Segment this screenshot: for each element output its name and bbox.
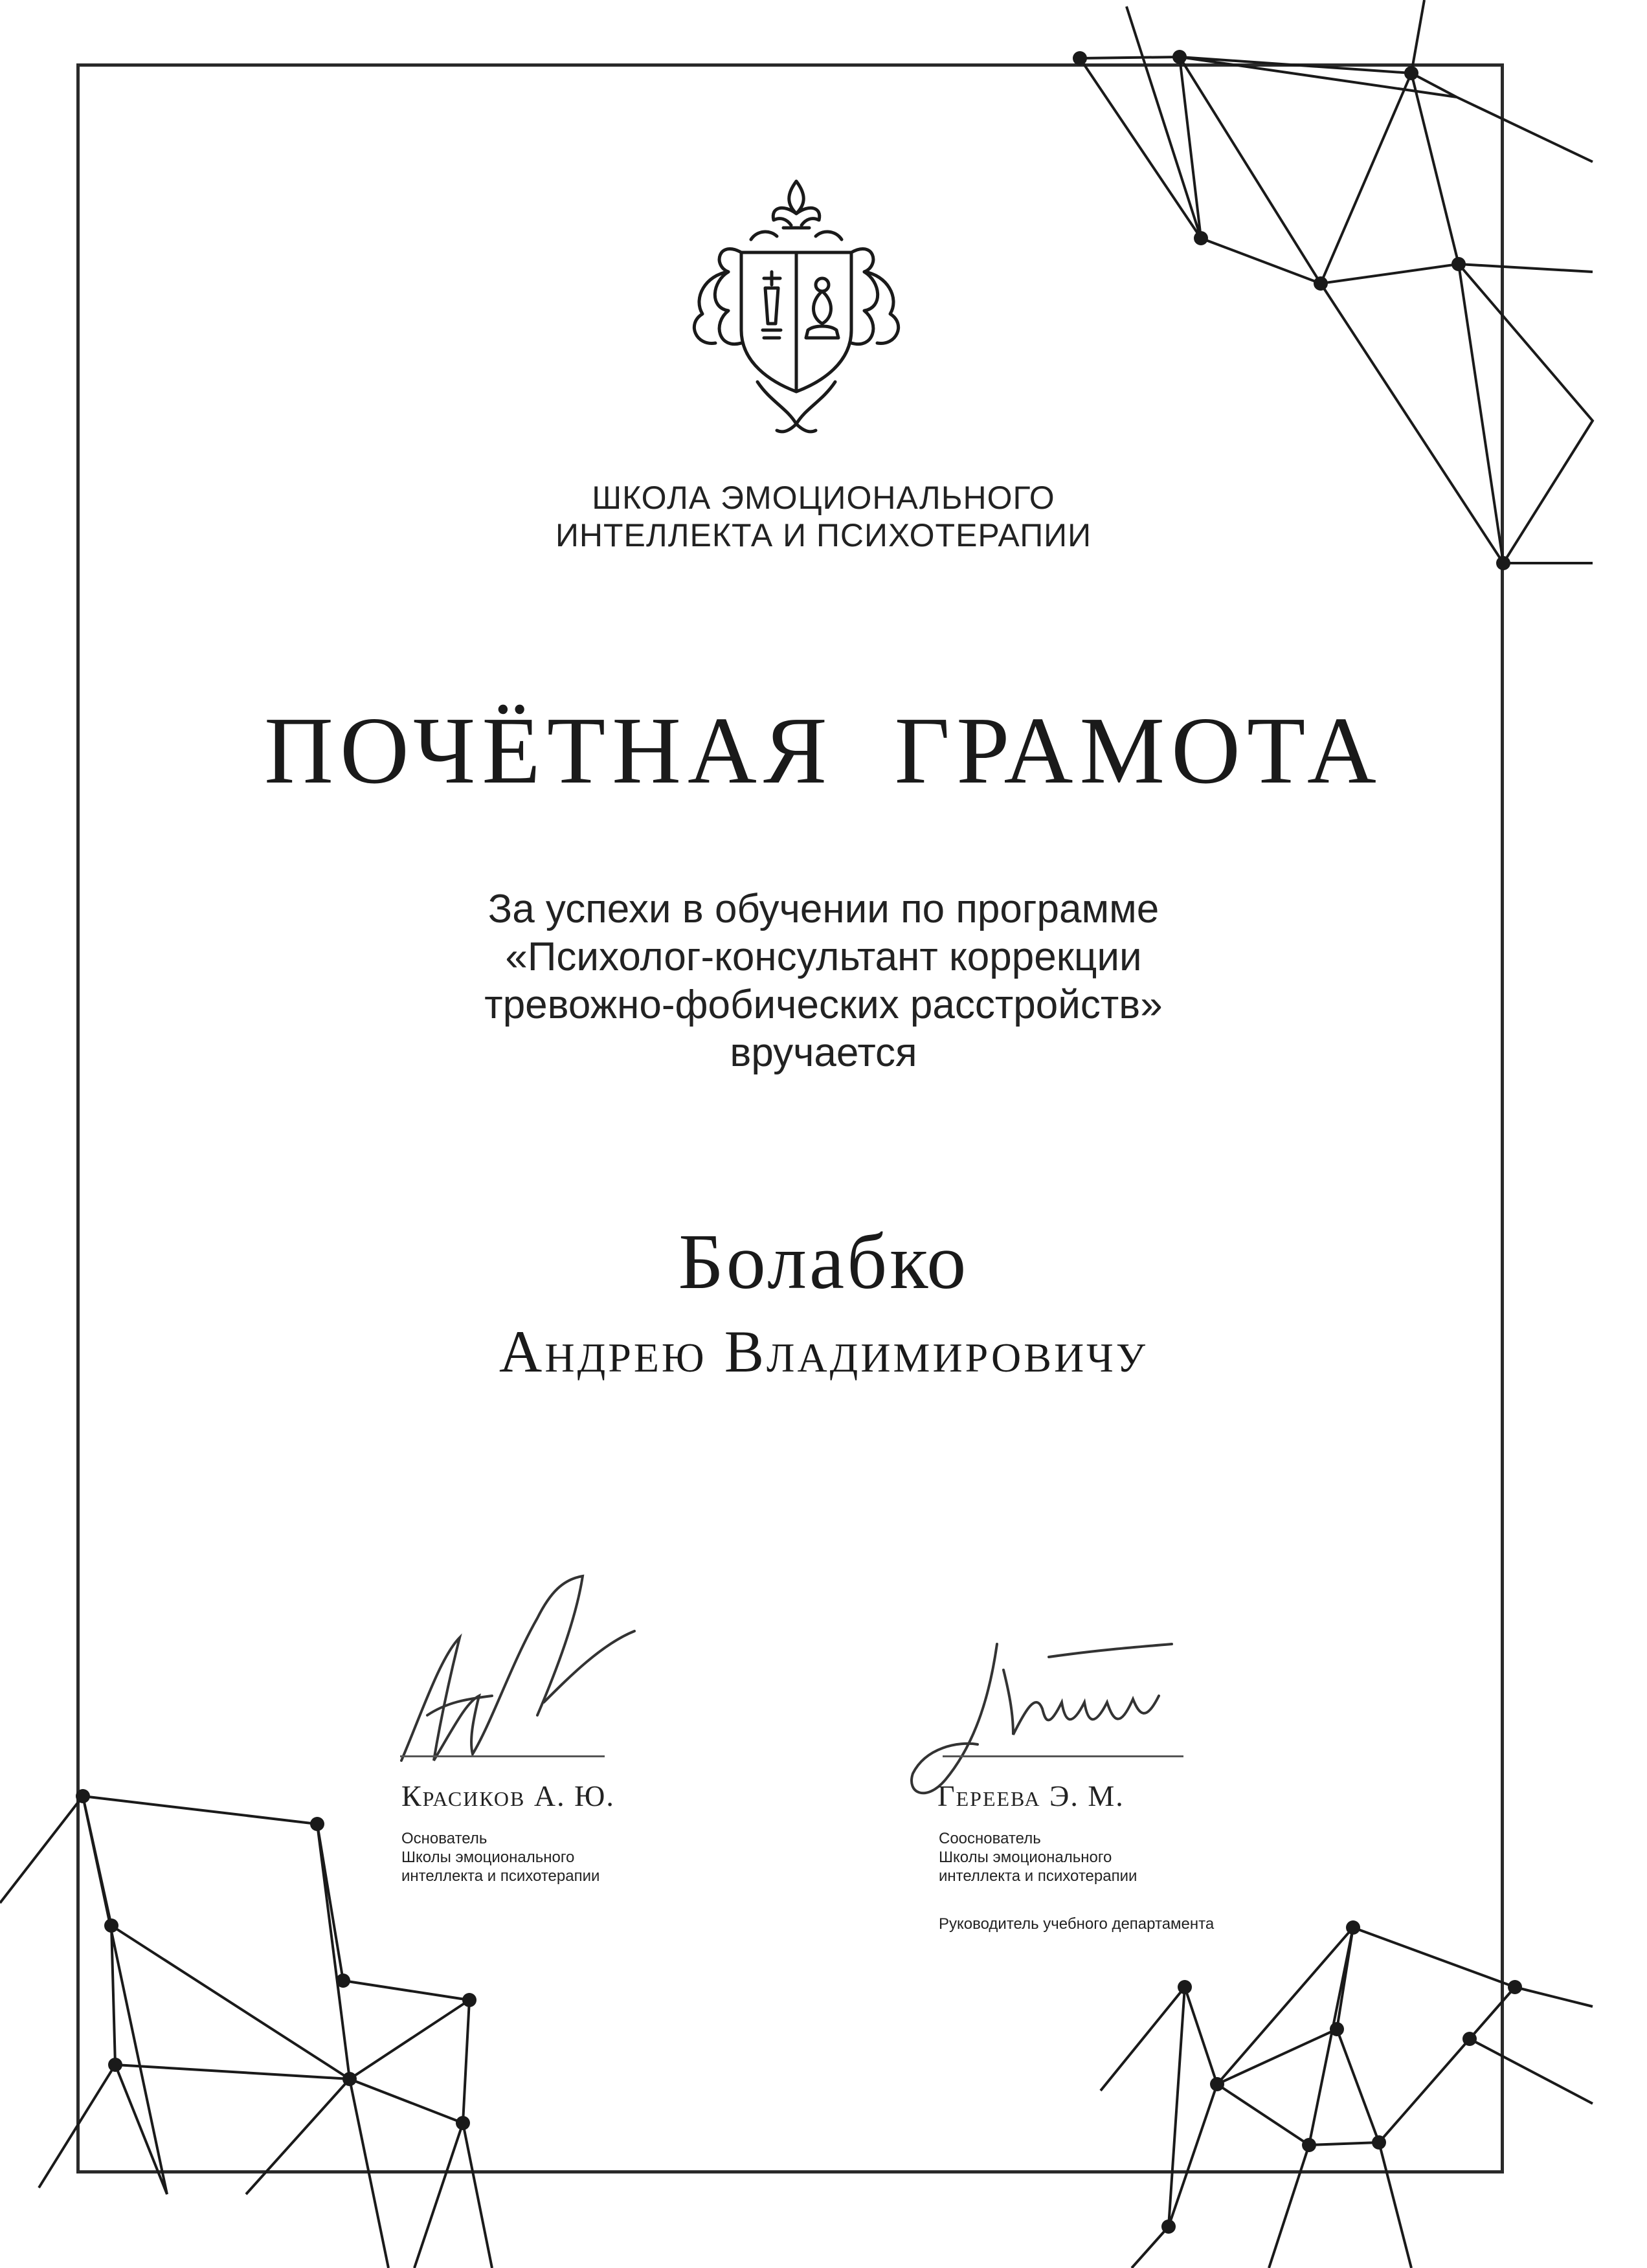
award-reason-line4: вручается [730, 1030, 917, 1075]
signatory-role-line: Школы эмоционального [401, 1849, 575, 1866]
award-reason-line1: За успехи в обучении по программе [487, 887, 1160, 931]
signature-line-gereeva [943, 1755, 1183, 1757]
school-name-line1: ШКОЛА ЭМОЦИОНАЛЬНОГО [592, 480, 1055, 516]
signatory-role-line: Основатель [401, 1830, 487, 1847]
school-name [0, 479, 1647, 554]
signatory-role-line: Сооснователь [939, 1830, 1041, 1847]
signatory-role [401, 1829, 599, 1885]
award-reason-line3: тревожно-фобических расстройств» [484, 983, 1163, 1027]
signature-krasikov [388, 1566, 647, 1780]
certificate-title: ПОЧЁТНАЯ ГРАМОТА [264, 698, 1383, 804]
recipient-surname: Болабко [678, 1218, 969, 1306]
signatory-role [939, 1829, 1137, 1885]
signatory-extra-role: Руководитель учебного департамента [939, 1915, 1215, 1933]
signatory-role-line: интеллекта и психотерапии [939, 1867, 1137, 1885]
recipient-given-names: Андрею Владимировичу [499, 1318, 1148, 1384]
signatory-role-line: Школы эмоционального [939, 1849, 1112, 1866]
school-name-line2: ИНТЕЛЛЕКТА И ПСИХОТЕРАПИИ [555, 517, 1092, 553]
signatory-name: Гереева Э. М. [937, 1779, 1125, 1812]
signatory-role-line: интеллекта и психотерапии [401, 1867, 600, 1885]
school-crest-icon [673, 168, 919, 440]
signature-line-krasikov [400, 1755, 605, 1757]
signatory-name: Красиков А. Ю. [401, 1779, 615, 1812]
award-reason [0, 885, 1647, 1077]
award-reason-line2: «Психолог-консультант коррекции [505, 935, 1142, 979]
